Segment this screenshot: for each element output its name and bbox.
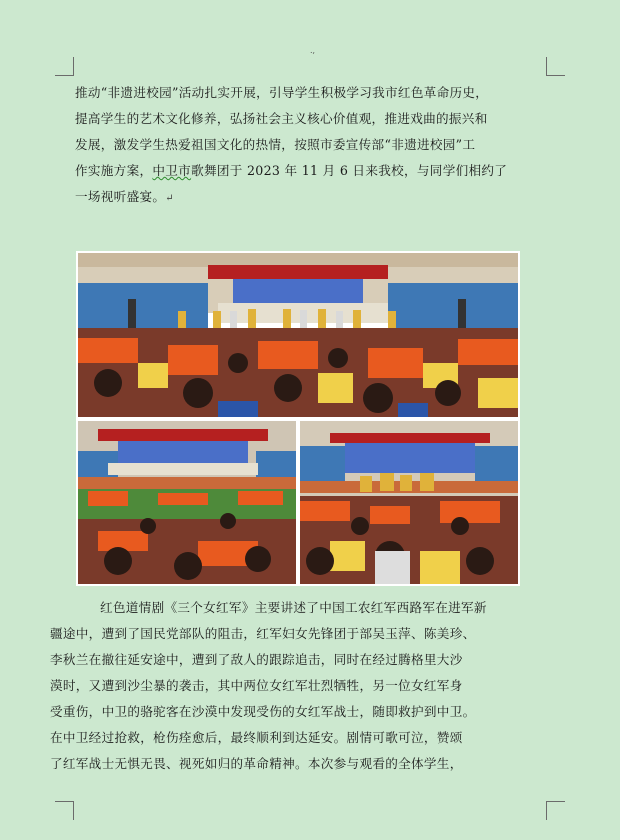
- text-line: 红色道情剧《三个女红军》主要讲述了中国工农红军西路军在进军新: [100, 600, 487, 615]
- photo-main[interactable]: [76, 251, 520, 419]
- paragraph-mark-icon: ↵: [165, 193, 174, 204]
- text-line: 李秋兰在撤往延安途中，遭到了敌人的跟踪追击，同时在经过腾格里大沙: [50, 652, 463, 667]
- crop-mark-top-left: [55, 57, 74, 76]
- text-line: 发展，激发学生热爱祖国文化的热情，按照市委宣传部“非遗进校园”工: [75, 137, 476, 152]
- photo-bottom-left-image: [78, 421, 296, 584]
- text-line: 在中卫经过抢救，枪伤痊愈后，最终顺利到达延安。剧情可歌可泣，赞颂: [50, 730, 463, 745]
- spellcheck-underlined-text[interactable]: 中卫市: [152, 163, 192, 178]
- photo-bottom-right[interactable]: [298, 419, 520, 586]
- header-mark: .,: [310, 46, 316, 55]
- paragraph-1[interactable]: [75, 80, 547, 212]
- photo-main-image: [78, 253, 518, 417]
- text-line: 提高学生的艺术文化修养，弘扬社会主义核心价值观，推进戏曲的振兴和: [75, 111, 488, 126]
- text-line: [75, 158, 547, 184]
- text-line: [75, 184, 547, 212]
- crop-mark-top-right: [546, 57, 565, 76]
- text-line: 受重伤，中卫的骆驼客在沙漠中发现受伤的女红军战士，随即救护到中卫。: [50, 704, 476, 719]
- text-run: 作实施方案，: [75, 163, 153, 178]
- text-run: 歌舞团于 2023 年 11 月 6 日来我校，与同学们相约了: [191, 163, 508, 178]
- text-line: 了红军战士无惧无畏、视死如归的革命精神。本次参与观看的全体学生，: [50, 756, 463, 771]
- text-line: 漠时，又遭到沙尘暴的袭击，其中两位女红军壮烈牺牲，另一位女红军身: [50, 678, 463, 693]
- photo-bottom-left[interactable]: [76, 419, 298, 586]
- text-line: 疆途中，遭到了国民党部队的阻击，红军妇女先锋团于部吴玉萍、陈美珍、: [50, 626, 476, 641]
- crop-mark-bottom-left: [55, 801, 74, 820]
- text-run: 一场视听盛宴。: [75, 189, 166, 204]
- photo-bottom-right-image: [300, 421, 518, 584]
- crop-mark-bottom-right: [546, 801, 565, 820]
- paragraph-2[interactable]: [50, 595, 547, 777]
- text-line: 推动“非遗进校园”活动扎实开展，引导学生积极学习我市红色革命历史，: [75, 85, 489, 100]
